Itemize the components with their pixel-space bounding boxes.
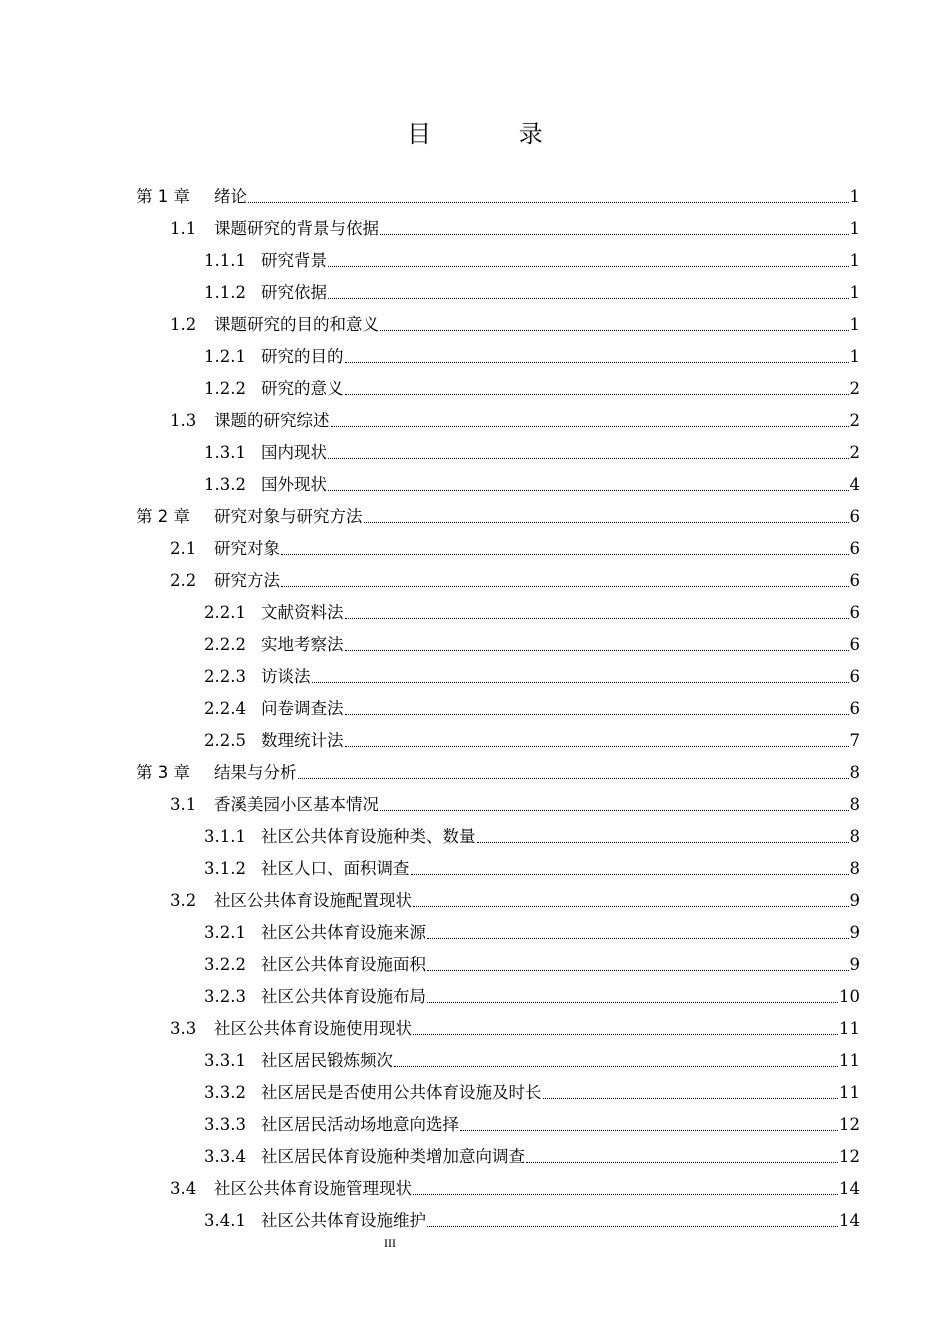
- toc-entry-level-2[interactable]: [136, 1173, 860, 1205]
- dot-leader: [328, 265, 849, 267]
- toc-entry-page-number: 12: [839, 1147, 860, 1166]
- toc-entry-level-1[interactable]: [136, 757, 860, 789]
- toc-entry-number: 3.4.1: [204, 1211, 246, 1230]
- toc-entry-level-3[interactable]: [136, 1141, 860, 1173]
- toc-entry-level-2[interactable]: [136, 533, 860, 565]
- dot-leader: [331, 425, 849, 427]
- dot-leader: [312, 681, 849, 683]
- toc-entry-title: 文献资料法: [261, 603, 344, 622]
- toc-entry-number: 2.2.2: [204, 635, 246, 654]
- toc-entry-page-number: 8: [849, 859, 860, 878]
- dot-leader: [427, 937, 849, 939]
- dot-leader: [427, 1001, 838, 1003]
- toc-entry-level-3[interactable]: [136, 469, 860, 501]
- toc-entry-title: 社区公共体育设施布局: [261, 987, 426, 1006]
- dot-leader: [345, 649, 849, 651]
- toc-entry-page-number: 6: [849, 667, 860, 686]
- toc-title: 目 录: [407, 120, 583, 148]
- toc-entry-page-number: 14: [839, 1179, 860, 1198]
- toc-entry-page-number: 9: [849, 891, 860, 910]
- page-number-footer: III: [384, 1236, 396, 1250]
- toc-entry-number: 3.3.4: [204, 1147, 246, 1166]
- toc-entry-title: 研究依据: [261, 283, 327, 302]
- toc-entry-page-number: 1: [849, 251, 860, 270]
- toc-entry-title: 社区人口、面积调查: [261, 859, 410, 878]
- toc-entry-title: 社区居民活动场地意向选择: [261, 1115, 459, 1134]
- dot-leader: [477, 841, 849, 843]
- toc-entry-page-number: 1: [849, 283, 860, 302]
- dot-leader: [380, 233, 849, 235]
- toc-entry-page-number: 1: [849, 347, 860, 366]
- dot-leader: [328, 457, 849, 459]
- toc-entry-level-2[interactable]: [136, 309, 860, 341]
- toc-entry-page-number: 14: [839, 1211, 860, 1230]
- toc-entry-number: 2.2.5: [204, 731, 246, 750]
- toc-entry-title: 社区公共体育设施管理现状: [214, 1179, 412, 1198]
- toc-entry-title: 香溪美园小区基本情况: [214, 795, 379, 814]
- dot-leader: [281, 585, 849, 587]
- toc-entry-number: 3.3.2: [204, 1083, 246, 1102]
- dot-leader: [364, 521, 849, 523]
- toc-entry-title: 国外现状: [261, 475, 327, 494]
- dot-leader: [328, 489, 849, 491]
- toc-entry-number: 3.1.1: [204, 827, 246, 846]
- dot-leader: [345, 745, 849, 747]
- toc-entry-level-1[interactable]: [136, 181, 860, 213]
- toc-entry-title: 社区公共体育设施来源: [261, 923, 426, 942]
- toc-entry-level-3[interactable]: [136, 981, 860, 1013]
- toc-entry-number: 2.2.1: [204, 603, 246, 622]
- dot-leader: [460, 1129, 838, 1131]
- toc-entry-number: 1.1.2: [204, 283, 246, 302]
- toc-entry-title: 实地考察法: [261, 635, 344, 654]
- toc-entry-page-number: 6: [849, 571, 860, 590]
- toc-entry-page-number: 2: [849, 443, 860, 462]
- toc-entry-page-number: 1: [849, 219, 860, 238]
- toc-entry-number: 3.2.2: [204, 955, 246, 974]
- toc-entry-page-number: 8: [849, 827, 860, 846]
- toc-entry-page-number: 1: [849, 187, 860, 206]
- toc-entry-level-1[interactable]: [136, 501, 860, 533]
- toc-entry-number: 1.1: [170, 219, 197, 238]
- dot-leader: [380, 809, 849, 811]
- toc-entry-level-3[interactable]: [136, 1109, 860, 1141]
- toc-entry-number: 3.4: [170, 1179, 197, 1198]
- toc-entry-title: 社区居民锻炼频次: [261, 1051, 393, 1070]
- toc-entry-level-3[interactable]: [136, 437, 860, 469]
- toc-entry-number: 1.2: [170, 315, 197, 334]
- toc-entry-title: 社区公共体育设施使用现状: [214, 1019, 412, 1038]
- toc-entry-number: 3.1.2: [204, 859, 246, 878]
- toc-entry-page-number: 2: [849, 411, 860, 430]
- toc-entry-title: 研究对象与研究方法: [214, 507, 363, 526]
- toc-entry-level-3[interactable]: [136, 341, 860, 373]
- toc-entry-level-3[interactable]: [136, 277, 860, 309]
- toc-entry-level-3[interactable]: [136, 853, 860, 885]
- dot-leader: [328, 297, 849, 299]
- toc-entry-number: 2.2.3: [204, 667, 246, 686]
- toc-entry-level-3[interactable]: [136, 1077, 860, 1109]
- toc-entry-level-2[interactable]: [136, 405, 860, 437]
- toc-entry-page-number: 9: [849, 923, 860, 942]
- toc-entry-title: 问卷调查法: [261, 699, 344, 718]
- toc-entry-title: 研究背景: [261, 251, 327, 270]
- toc-entry-level-2[interactable]: [136, 565, 860, 597]
- toc-entry-number: 第 1 章: [136, 187, 190, 206]
- toc-entry-level-3[interactable]: [136, 629, 860, 661]
- toc-entry-page-number: 6: [849, 699, 860, 718]
- dot-leader: [345, 617, 849, 619]
- toc-entry-title: 社区公共体育设施面积: [261, 955, 426, 974]
- toc-entry-page-number: 4: [849, 475, 860, 494]
- dot-leader: [413, 1033, 838, 1035]
- toc-entry-number: 第 3 章: [136, 763, 190, 782]
- dot-leader: [543, 1097, 839, 1099]
- toc-entry-page-number: 10: [839, 987, 860, 1006]
- toc-entry-number: 1.2.1: [204, 347, 246, 366]
- toc-entry-number: 1.3.2: [204, 475, 246, 494]
- dot-leader: [248, 201, 849, 203]
- toc-entry-level-3[interactable]: [136, 725, 860, 757]
- dot-leader: [413, 905, 849, 907]
- toc-entry-page-number: 8: [849, 763, 860, 782]
- toc-entry-level-2[interactable]: [136, 1013, 860, 1045]
- toc-entry-level-3[interactable]: [136, 917, 860, 949]
- toc-entry-page-number: 8: [849, 795, 860, 814]
- toc-entry-level-3[interactable]: [136, 821, 860, 853]
- toc-entry-title: 社区公共体育设施配置现状: [214, 891, 412, 910]
- toc-entry-page-number: 12: [839, 1115, 860, 1134]
- toc-entry-title: 研究对象: [214, 539, 280, 558]
- toc-entry-title: 社区居民体育设施种类增加意向调查: [261, 1147, 525, 1166]
- toc-entry-number: 3.2.3: [204, 987, 246, 1006]
- toc-entry-number: 3.2: [170, 891, 197, 910]
- toc-entry-number: 3.3.3: [204, 1115, 246, 1134]
- toc-entry-page-number: 6: [849, 635, 860, 654]
- toc-entry-page-number: 6: [849, 603, 860, 622]
- toc-entry-page-number: 11: [839, 1019, 860, 1038]
- toc-entry-level-3[interactable]: [136, 693, 860, 725]
- toc-entry-level-3[interactable]: [136, 373, 860, 405]
- dot-leader: [411, 873, 849, 875]
- toc-entry-number: 1.3.1: [204, 443, 246, 462]
- toc-entry-level-3[interactable]: [136, 245, 860, 277]
- toc-entry-level-3[interactable]: [136, 949, 860, 981]
- toc-entry-number: 1.3: [170, 411, 197, 430]
- dot-leader: [413, 1193, 838, 1195]
- dot-leader: [345, 393, 849, 395]
- toc-entry-title: 课题的研究综述: [214, 411, 330, 430]
- dot-leader: [526, 1161, 838, 1163]
- toc-entry-title: 研究的意义: [261, 379, 344, 398]
- toc-entry-number: 2.2.4: [204, 699, 246, 718]
- toc-entry-number: 3.1: [170, 795, 197, 814]
- toc-entry-page-number: 2: [849, 379, 860, 398]
- toc-entry-title: 课题研究的目的和意义: [214, 315, 379, 334]
- toc-entry-number: 3.3: [170, 1019, 197, 1038]
- toc-entry-number: 第 2 章: [136, 507, 190, 526]
- toc-entry-title: 绪论: [214, 187, 247, 206]
- toc-entry-title: 结果与分析: [214, 763, 297, 782]
- toc-entry-title: 研究方法: [214, 571, 280, 590]
- toc-entry-number: 3.3.1: [204, 1051, 246, 1070]
- dot-leader: [427, 1225, 838, 1227]
- toc-entry-title: 数理统计法: [261, 731, 344, 750]
- dot-leader: [298, 777, 849, 779]
- toc-entry-level-3[interactable]: [136, 597, 860, 629]
- dot-leader: [380, 329, 849, 331]
- toc-entry-page-number: 6: [849, 539, 860, 558]
- toc-entry-title: 研究的目的: [261, 347, 344, 366]
- toc-entry-title: 国内现状: [261, 443, 327, 462]
- toc-entry-number: 3.2.1: [204, 923, 246, 942]
- toc-entry-title: 课题研究的背景与依据: [214, 219, 379, 238]
- toc-entry-page-number: 1: [849, 315, 860, 334]
- toc-entry-number: 1.1.1: [204, 251, 246, 270]
- toc-entry-number: 1.2.2: [204, 379, 246, 398]
- dot-leader: [394, 1065, 838, 1067]
- toc-entry-number: 2.1: [170, 539, 197, 558]
- toc-entry-number: 2.2: [170, 571, 197, 590]
- toc-entry-page-number: 11: [839, 1083, 860, 1102]
- dot-leader: [345, 713, 849, 715]
- toc-entry-page-number: 6: [849, 507, 860, 526]
- toc-entry-page-number: 11: [839, 1051, 860, 1070]
- toc-entry-level-3[interactable]: [136, 1205, 860, 1237]
- toc-entry-title: 社区居民是否使用公共体育设施及时长: [261, 1083, 542, 1102]
- dot-leader: [281, 553, 849, 555]
- toc-entry-title: 社区公共体育设施种类、数量: [261, 827, 476, 846]
- dot-leader: [427, 969, 849, 971]
- toc-entry-level-2[interactable]: [136, 885, 860, 917]
- toc-entry-level-2[interactable]: [136, 213, 860, 245]
- dot-leader: [345, 361, 849, 363]
- table-of-contents: [136, 181, 860, 1237]
- toc-entry-level-2[interactable]: [136, 789, 860, 821]
- toc-entry-page-number: 9: [849, 955, 860, 974]
- toc-entry-title: 访谈法: [261, 667, 311, 686]
- toc-entry-level-3[interactable]: [136, 1045, 860, 1077]
- toc-entry-page-number: 7: [849, 731, 860, 750]
- toc-entry-level-3[interactable]: [136, 661, 860, 693]
- toc-entry-title: 社区公共体育设施维护: [261, 1211, 426, 1230]
